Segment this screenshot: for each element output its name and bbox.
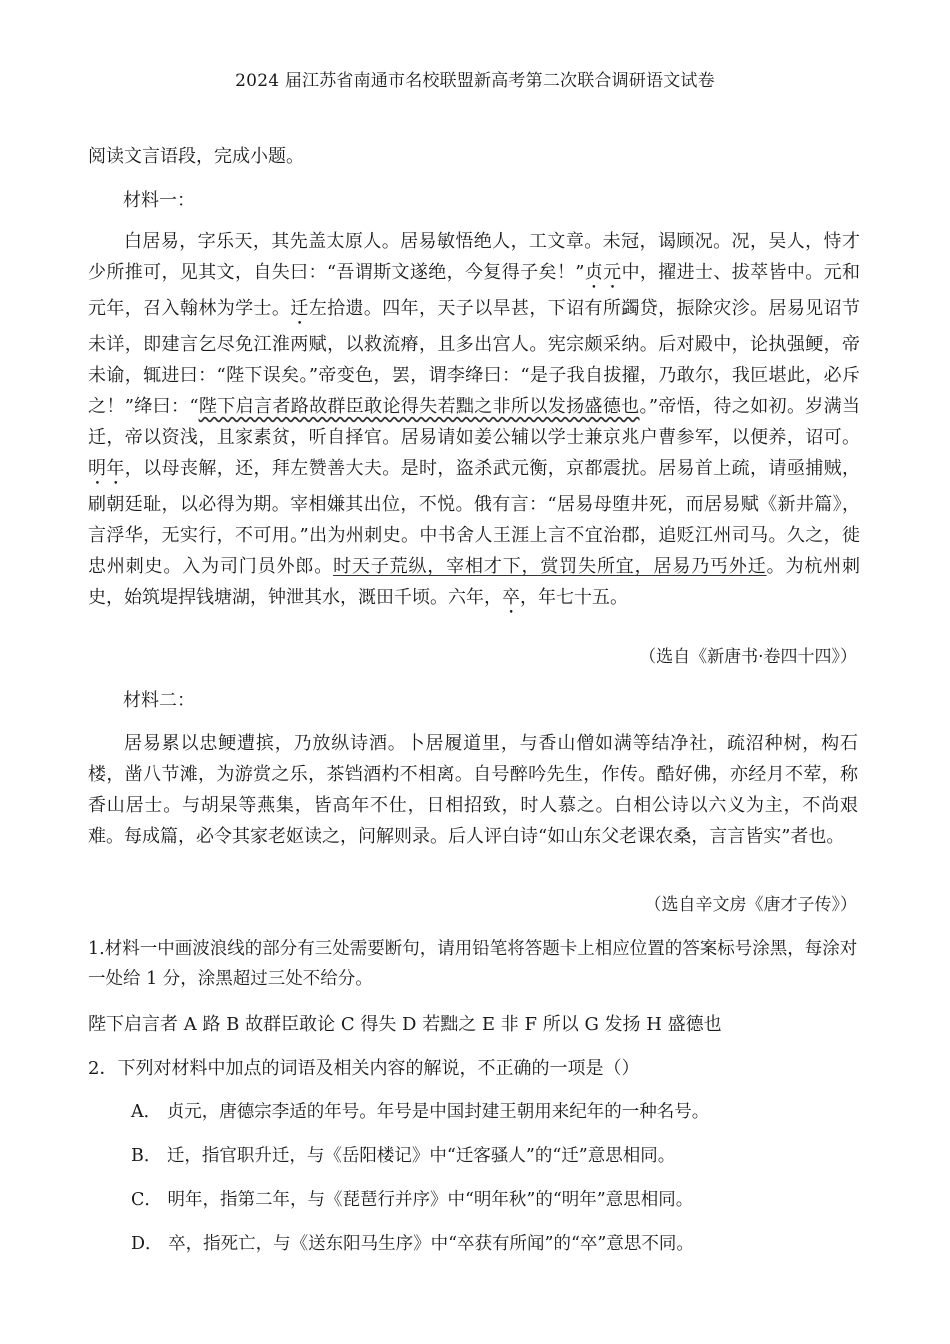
dotted-word-qian: 迁 bbox=[290, 298, 309, 319]
passage-text: 。为杭州刺史，始筑堤捍钱塘湖，钟泄其水，溉田千顷。六年， bbox=[88, 556, 861, 608]
material-one-passage bbox=[88, 226, 860, 618]
material-two-passage: 居易累以忠鲠遭摈，乃放纵诗酒。卜居履道里，与香山僧如满等结净社，疏沼种树，构石楼，凿八节滩，为游赏之乐，茶铛酒杓不相离。自号醉吟先生，作传。酷好佛，亦经月不荤，称香山居士。与胡杲等燕集，皆高年不仕，日相招致，时人慕之。白相公诗以六义为主，不尚艰难。每成篇，必令其家老妪读之，问解则录。后人评白诗“如山东父老课农桑，言言皆实”者也。 bbox=[88, 733, 858, 847]
page-header-title: 2024 届江苏省南通市名校联盟新高考第二次联合调研语文试卷 bbox=[235, 71, 715, 91]
question-one-options: 陛下启言者 A 路 B 故群臣敢论 C 得失 D 若黜之 E 非 F 所以 G 发扬 H 盛德也 bbox=[88, 1014, 722, 1035]
material-one-source: （选自《新唐书·卷四十四》） bbox=[639, 647, 857, 667]
dotted-word-mingnian: 明年 bbox=[88, 458, 125, 479]
passage-text: 白居易，字乐天，其先盖太原人。居易敏悟绝人，工文章。未冠，谒顾况。况，吴人，恃才少所推可，见其文，自失曰：“吾谓斯文遂绝，今复得子矣！” bbox=[88, 231, 860, 283]
material-one-label: 材料一： bbox=[123, 190, 195, 211]
material-two-label: 材料二： bbox=[123, 690, 195, 711]
passage-text: 中，擢进士、拔萃皆中。元和元年，召入翰林为学士。 bbox=[88, 262, 861, 319]
question-two-option-c: C． 明年，指第二年，与《琵琶行并序》中“明年秋”的“明年”意思相同。 bbox=[131, 1190, 694, 1210]
passage-text: 左拾遗。四年，天子以旱甚，下诏有所蠲贷，振除灾沴。居易见诏节未详，即建言乞尽免江淮两赋，以救流瘠，且多出宫人。宪宗颇采纳。后对殿中，论执强鲠，帝未谕，辄进曰：“陛下误矣。”帝变色，罢，谓李绛曰：“是子我自拔擢，乃敢尔，我叵堪此，必斥之！”绛曰：“ bbox=[88, 298, 861, 417]
question-one-text: 1.材料一中画波浪线的部分有三处需要断句，请用铅笔将答题卡上相应位置的答案标号涂黑，每涂对一处给 1 分，涂黑超过三处不给分。 bbox=[88, 939, 858, 989]
dotted-word-zu: 卒 bbox=[502, 587, 520, 608]
passage-text: ，年七十五。 bbox=[520, 587, 628, 608]
question-two-option-b: B． 迁，指官职升迁，与《岳阳楼记》中“迁客骚人”的“迁”意思相同。 bbox=[131, 1146, 676, 1166]
passage-text: ，以母丧解，还，拜左赞善大夫。是时，盗杀武元衡，京都震扰。居易首上疏，请亟捕贼，刷朝廷耻，以必得为期。宰相嫌其出位，不悦。俄有言：“居易母堕井死，而居易赋《新井篇》，言浮华，无实行，不可用。”出为州刺史。中书舍人王涯上言不宜治郡，追贬江州司马。久之，徙忠州刺史。入为司门员外郎。 bbox=[88, 458, 860, 577]
reading-instruction: 阅读文言语段，完成小题。 bbox=[88, 146, 304, 167]
underlined-sentence: 时天子荒纵，宰相才下，赏罚失所宜，居易乃丐外迁 bbox=[333, 556, 767, 577]
question-two-text: 2．下列对材料中加点的词语及相关内容的解说，不正确的一项是（） bbox=[88, 1058, 640, 1079]
dotted-word-zhenyuan: 贞元 bbox=[584, 262, 622, 283]
question-two-option-a: A． 贞元，唐德宗李适的年号。年号是中国封建王朝用来纪年的一种名号。 bbox=[131, 1102, 710, 1122]
material-two-source: （选自辛文房《唐才子传》） bbox=[644, 895, 857, 915]
wavy-underlined-sentence: 陛下启言者路故群臣敢论得失若黜之非所以发扬盛德也 bbox=[198, 396, 640, 417]
question-two-option-d: D． 卒，指死亡，与《送东阳马生序》中“卒获有所闻”的“卒”意思不同。 bbox=[131, 1234, 694, 1254]
passage-text: 。”帝悟，待之如初。岁满当迁，帝以资浅，且家素贫，听自择官。居易请如姜公辅以学士兼京兆户曹参军，以便养，诏可。 bbox=[88, 396, 861, 448]
